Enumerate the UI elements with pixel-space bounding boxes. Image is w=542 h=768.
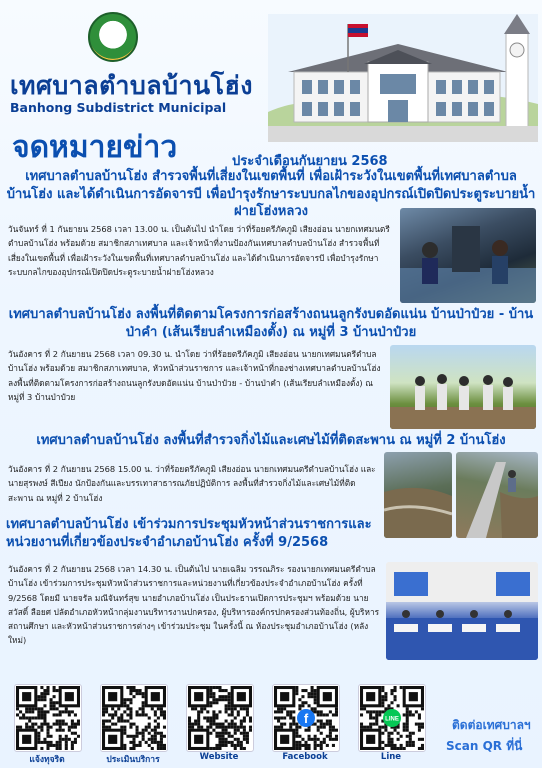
article-3-photo-bridge — [456, 452, 538, 538]
meeting-room-photo — [386, 562, 538, 660]
qr-pattern-icon — [101, 685, 167, 751]
qr-label-4: Facebook — [282, 752, 328, 762]
org-name-en: Banhong Subdistrict Municipal — [10, 100, 227, 115]
article-2-headline: เทศบาลตำบลบ้านโฮ่ง ลงพื้นที่ติดตามโครงการก่อสร้างถนนลูกรังบดอัดแน่น บ้านป่าป๋วย - บ้านป่าคำ (เส้นเรียบลำเหมืองตั้ง) ณ หมู่ที่ 3 บ้านป่าป๋วย — [8, 307, 534, 340]
river-photo — [384, 452, 452, 538]
org-name-th: เทศบาลตำบลบ้านโฮ่ง — [10, 71, 253, 100]
contact-label: ติดต่อเทศบาลฯ — [452, 718, 531, 732]
office-building-illustration — [268, 14, 538, 142]
qr-label-5: Line — [380, 752, 402, 762]
qr-label-1: แจ้งทุจริต — [29, 755, 65, 765]
svg-text:f: f — [303, 711, 309, 726]
qr-pattern-icon — [273, 685, 339, 751]
article-4-headline: เทศบาลตำบลบ้านโฮ่ง เข้าร่วมการประชุมหัวหน้าส่วนราชการและหน่วยงานที่เกี่ยวข้องประจำอำเภอบ้านโฮ่ง ครั้งที่ 9/2568 — [6, 517, 372, 550]
article-4-photo — [386, 562, 538, 660]
scan-qr-label: Scan QR ที่นี่ — [446, 739, 523, 753]
qr-label-3: Website — [199, 752, 239, 762]
qr-code-1[interactable] — [14, 684, 82, 752]
article-4-body: วันอังคาร ที่ 2 กันยายน 2568 เวลา 14.30 น. เป็นต้นไป นายเฉลิม วรรณภิระ รองนายกเทศมนตรีตำบลบ้านโฮ่ง เข้าร่วมการประชุมหัวหน้าส่วนราชการและหน่วยงานที่เกี่ยวข้องประจำอำเภอบ้านโฮ่ง ครั้งที่ 9/2568 โดยมี นายจรัล มณีจันทร์สุข นายอำเภอบ้านโฮ่ง เป็นประธานเปิดการประชุมฯ พร้อมด้วย นายสวัสดิ์ ลือยศ ปลัดอำเภอหัวหน้ากลุ่มงานบริหารงานปกครอง, ผู้บริหารองค์กรปกครองส่วนท้องถิ่น, ผู้บริหารสถานศึกษา และหัวหน้าส่วนราชการต่างๆ เข้าร่วมประชุม ในครั้งนี้ ณ ห้องประชุมอำเภอบ้านโฮ่ง (หลังใหม่) — [8, 564, 380, 646]
qr-pattern-icon — [15, 685, 81, 751]
road-site-photo — [390, 345, 536, 429]
article-2-body: วันอังคาร ที่ 2 กันยายน 2568 เวลา 09.30 น. นำโดย ว่าที่ร้อยตรีภัคภูมิ เสียงอ่อน นายกเทศมนตรีตำบลบ้านโฮ่ง พร้อมด้วย สมาชิกสภาเทศบาล, หัวหน้าส่วนราชการ และเจ้าหน้าที่กองช่างเทศบาลตำบลบ้านโฮ่ง ลงพื้นที่ติดตามโครงการก่อสร้างถนนลูกรังบดอัดแน่น บ้านป่าป๋วย - บ้านป่าคำ (เส้นเรียบลำเหมืองตั้ง) ณ หมู่ที่ 3 บ้านป่าป๋วย — [8, 349, 381, 402]
newsletter-title: จดหมายข่าว — [12, 130, 178, 165]
qr-code-4[interactable] — [272, 684, 340, 752]
water-gate-photo — [400, 208, 536, 303]
article-1-body: วันจันทร์ ที่ 1 กันยายน 2568 เวลา 13.00 น. เป็นต้นไป นำโดย ว่าที่ร้อยตรีภัคภูมิ เสียงอ่อน นายกเทศมนตรีตำบลบ้านโฮ่ง พร้อมด้วย สมาชิกสภาเทศบาล และเจ้าหน้าที่งานป้องกันเทศบาลตำบลบ้านโฮ่ง สำรวจพื้นที่เสี่ยงในเขตพื้นที่ เพื่อเฝ้าระวังในเขตพื้นที่เทศบาลตำบลบ้านโฮ่ง และได้ดำเนินการอัดจารบี เพื่อบำรุงรักษาระบบกลไกของอุปกรณ์เปิดปิดประตูระบายน้ำฝายโฮ่งหลวง — [8, 224, 390, 277]
article-3-photo-river — [384, 452, 452, 538]
issue-month: ประจำเดือนกันยายน 2568 — [232, 154, 388, 169]
qr-pattern-icon — [359, 685, 425, 751]
article-3-headline: เทศบาลตำบลบ้านโฮ่ง ลงพื้นที่สำรวจกิ่งไม้และเศษไม้ที่ติดสะพาน ณ หมู่ที่ 2 บ้านโฮ่ง — [36, 433, 506, 448]
bridge-photo — [456, 452, 538, 538]
qr-label-2: ประเมินบริการ — [106, 755, 160, 765]
svg-text:LINE: LINE — [385, 716, 399, 723]
article-2-photo — [390, 345, 536, 429]
article-1-photo — [400, 208, 536, 303]
article-3-body: วันอังคาร ที่ 2 กันยายน 2568 15.00 น. ว่าที่ร้อยตรีภัคภูมิ เสียงอ่อน นายกเทศมนตรีตำบลบ้านโฮ่ง และนายสุรพงษ์ สีเปียง นักป้องกันและบรรเทาสาธารณภัยปฏิบัติการ ลงพื้นที่สำรวจกิ่งไม้และเศษไม้ที่ติดสะพาน ณ หมู่ที่ 2 บ้านโฮ่ง — [8, 464, 376, 503]
municipality-logo — [88, 12, 138, 62]
qr-code-3[interactable] — [186, 684, 254, 752]
qr-code-5[interactable] — [358, 684, 426, 752]
qr-code-2[interactable] — [100, 684, 168, 752]
qr-pattern-icon — [187, 685, 253, 751]
article-1-headline: เทศบาลตำบลบ้านโฮ่ง สำรวจพื้นที่เสี่ยงในเขตพื้นที่ เพื่อเฝ้าระวังในเขตพื้นที่เทศบาลตำบลบ้านโฮ่ง และได้ดำเนินการอัดจารบี เพื่อบำรุงรักษาระบบกลไกของอุปกรณ์เปิดปิดประตูระบายน้ำฝายโฮ่งหลวง — [6, 169, 536, 220]
